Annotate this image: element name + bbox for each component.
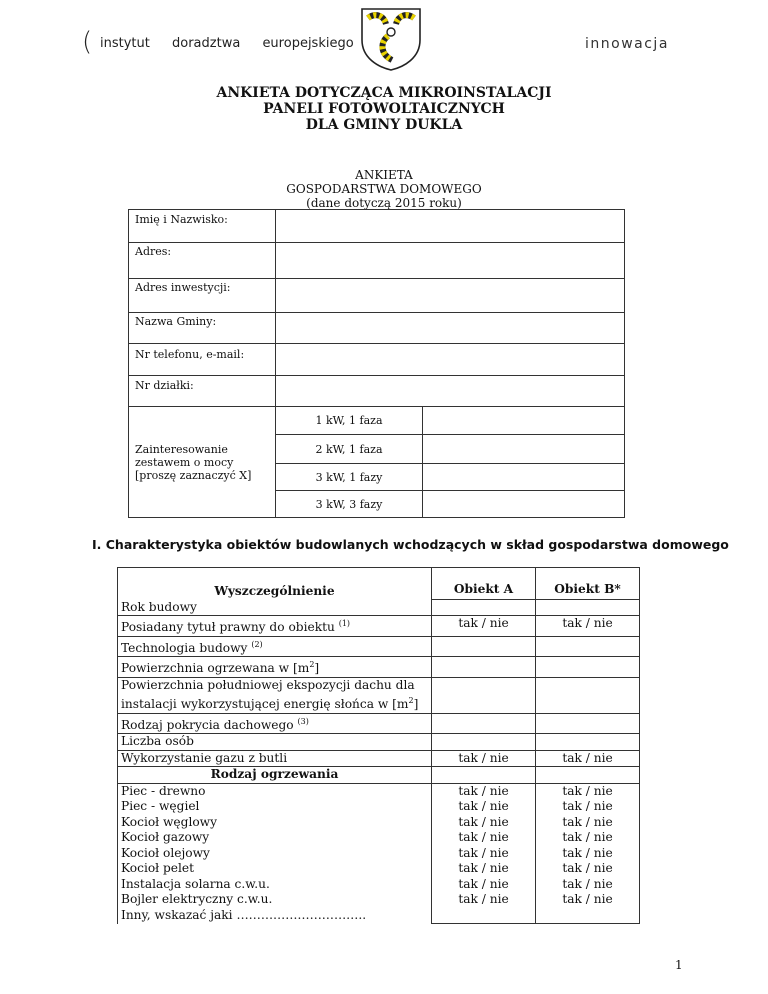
innowacja-logo: innowacja xyxy=(585,36,669,52)
row-label-text: Powierzchnia południowej ekspozycji dachu dla xyxy=(121,677,415,692)
heating-cells-a[interactable] xyxy=(432,783,536,924)
cell-a[interactable] xyxy=(432,677,536,713)
interest-label xyxy=(129,407,276,518)
cell-a[interactable]: tak / nie xyxy=(458,892,509,907)
name-input[interactable] xyxy=(276,210,625,243)
cell-b[interactable]: tak / nie xyxy=(562,845,613,860)
cell-b[interactable]: tak / nie xyxy=(562,830,613,845)
row-label: Wykorzystanie gazu z butli xyxy=(118,750,432,767)
logo-c-mark: ( xyxy=(82,27,93,57)
form-subtitle xyxy=(0,168,768,210)
option-label: 3 kW, 1 fazy xyxy=(276,464,423,491)
unit-exponent: 2 xyxy=(408,696,414,706)
logo-word-1: instytut xyxy=(100,36,150,51)
row-label-text: instalacji wykorzystującej energię słońca w [m xyxy=(121,697,409,712)
option-label: 1 kW, 1 faza xyxy=(276,407,423,435)
row-label xyxy=(118,616,432,637)
cell-a[interactable]: tak / nie xyxy=(458,799,509,814)
ide-logo xyxy=(82,27,372,57)
heating-label: Piec - węgiel xyxy=(121,799,200,814)
column-header: Obiekt B* xyxy=(536,568,640,600)
field-label: Adres inwestycji: xyxy=(129,279,276,313)
heating-label: Kocioł olejowy xyxy=(121,845,210,860)
subtitle-line: GOSPODARSTWA DOMOWEGO xyxy=(286,182,482,196)
unit-exponent: 2 xyxy=(309,660,315,670)
address-input[interactable] xyxy=(276,243,625,279)
title-line: ANKIETA DOTYCZĄCA MIKROINSTALACJI xyxy=(216,85,552,101)
cell-b[interactable]: tak / nie xyxy=(562,783,613,798)
cell-a xyxy=(432,767,536,784)
cell-b[interactable] xyxy=(536,677,640,713)
footnote-mark: (3) xyxy=(297,716,309,726)
heating-label: Kocioł gazowy xyxy=(121,830,210,845)
field-label: Nr telefonu, e-mail: xyxy=(129,344,276,376)
interest-label-line: [proszę zaznaczyć X] xyxy=(135,468,252,482)
cell-a[interactable]: tak / nie xyxy=(432,750,536,767)
field-label: Imię i Nazwisko: xyxy=(129,210,276,243)
footnote-mark: (2) xyxy=(251,639,263,649)
cell-a[interactable]: tak / nie xyxy=(432,616,536,637)
cell-b[interactable] xyxy=(539,908,636,924)
logo-word-2: doradztwa xyxy=(172,36,241,51)
municipality-input[interactable] xyxy=(276,313,625,344)
column-header: Wyszczególnienie xyxy=(118,568,432,600)
cell-b[interactable] xyxy=(536,636,640,657)
title-line: PANELI FOTOWOLTAICZNYCH xyxy=(263,101,505,117)
cell-a[interactable]: tak / nie xyxy=(458,876,509,891)
heating-label: Kocioł pelet xyxy=(121,861,195,876)
document-title xyxy=(0,85,768,133)
heating-label: Bojler elektryczny c.w.u. xyxy=(121,892,273,907)
heating-labels xyxy=(118,783,432,924)
field-label: Nazwa Gminy: xyxy=(129,313,276,344)
buildings-table xyxy=(117,567,640,924)
row-label xyxy=(118,677,432,713)
heating-label: Instalacja solarna c.w.u. xyxy=(121,876,270,891)
cell-a[interactable]: tak / nie xyxy=(458,845,509,860)
row-label-text: Technologia budowy xyxy=(121,640,248,655)
cell-b[interactable]: tak / nie xyxy=(536,616,640,637)
row-label-text: Posiadany tytuł prawny do obiektu xyxy=(121,620,335,635)
cell-b[interactable]: tak / nie xyxy=(536,750,640,767)
interest-label-line: zestawem o mocy xyxy=(135,455,234,469)
cell-b[interactable]: tak / nie xyxy=(562,876,613,891)
option-label: 2 kW, 1 faza xyxy=(276,435,423,464)
logo-word-3: europejskiego xyxy=(262,36,354,51)
cell-a[interactable]: tak / nie xyxy=(458,830,509,845)
cell-b[interactable] xyxy=(536,734,640,751)
cell-b[interactable]: tak / nie xyxy=(562,892,613,907)
cell-a[interactable]: tak / nie xyxy=(458,783,509,798)
page-number: 1 xyxy=(675,958,683,972)
column-header: Obiekt A xyxy=(432,568,536,600)
cell-b[interactable] xyxy=(536,657,640,678)
title-line: DLA GMINY DUKLA xyxy=(305,117,463,133)
option-checkbox-3kw-3f[interactable] xyxy=(423,491,625,518)
row-label xyxy=(118,636,432,657)
cell-b[interactable] xyxy=(536,600,640,616)
cell-a[interactable] xyxy=(432,734,536,751)
cell-a[interactable] xyxy=(432,636,536,657)
heating-header: Rodzaj ogrzewania xyxy=(118,767,432,784)
cell-a[interactable] xyxy=(432,713,536,734)
section-title: I. Charakterystyka obiektów budowlanych wchodzących w skład gospodarstwa domowego xyxy=(92,537,729,552)
row-label: Rok budowy xyxy=(118,600,432,616)
cell-a[interactable]: tak / nie xyxy=(458,861,509,876)
cell-b[interactable] xyxy=(536,713,640,734)
cell-b[interactable]: tak / nie xyxy=(562,814,613,829)
coat-of-arms-icon xyxy=(358,6,424,72)
subtitle-line: (dane dotyczą 2015 roku) xyxy=(306,196,462,210)
cell-a[interactable] xyxy=(432,600,536,616)
cell-b xyxy=(536,767,640,784)
option-label: 3 kW, 3 fazy xyxy=(276,491,423,518)
plot-number-input[interactable] xyxy=(276,376,625,407)
option-checkbox-3kw-1f[interactable] xyxy=(423,464,625,491)
cell-a[interactable]: tak / nie xyxy=(458,814,509,829)
option-checkbox-1kw-1f[interactable] xyxy=(423,407,625,435)
heating-label: Kocioł węglowy xyxy=(121,814,218,829)
investment-address-input[interactable] xyxy=(276,279,625,313)
row-label-text: Powierzchnia ogrzewana w [m xyxy=(121,661,310,676)
option-checkbox-2kw-1f[interactable] xyxy=(423,435,625,464)
subtitle-line: ANKIETA xyxy=(355,168,413,182)
unit-tail: ] xyxy=(413,697,419,712)
row-label: Liczba osób xyxy=(118,734,432,751)
cell-a[interactable] xyxy=(435,908,532,924)
cell-b[interactable]: tak / nie xyxy=(562,799,613,814)
field-label: Adres: xyxy=(129,243,276,279)
interest-label-line: Zainteresowanie xyxy=(135,442,228,456)
unit-tail: ] xyxy=(314,661,320,676)
cell-a[interactable] xyxy=(432,657,536,678)
cell-b[interactable]: tak / nie xyxy=(562,861,613,876)
household-form xyxy=(128,209,625,518)
row-label xyxy=(118,657,432,678)
field-label: Nr działki: xyxy=(129,376,276,407)
heating-cells-b[interactable] xyxy=(536,783,640,924)
footnote-mark: (1) xyxy=(338,619,351,628)
row-label-text: Rodzaj pokrycia dachowego xyxy=(121,717,294,732)
row-label xyxy=(118,713,432,734)
heating-label: Inny, wskazać jaki ………………………….. xyxy=(121,907,367,922)
heating-label: Piec - drewno xyxy=(121,783,206,798)
contact-input[interactable] xyxy=(276,344,625,376)
